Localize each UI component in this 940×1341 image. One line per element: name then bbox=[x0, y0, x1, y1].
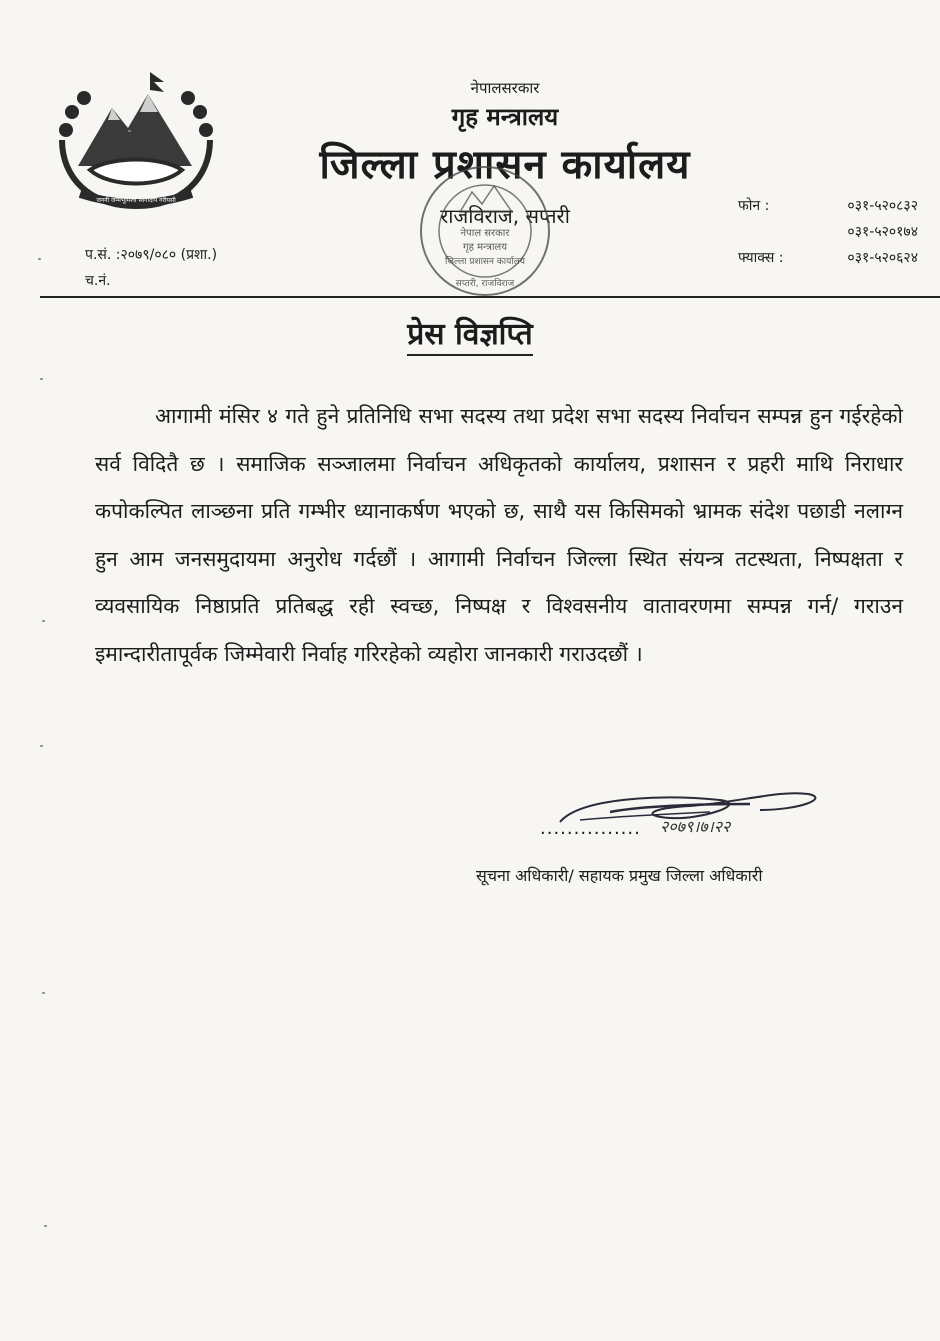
signatory-designation: सूचना अधिकारी/ सहायक प्रमुख जिल्ला अधिकारी bbox=[476, 866, 763, 885]
stamp-line-1: नेपाल सरकार bbox=[460, 228, 510, 239]
contact-phone-2 bbox=[738, 219, 918, 245]
government-name: नेपालसरकार bbox=[470, 79, 540, 97]
letter-number: प.सं. :२०७९/०८० (प्रशा.) bbox=[85, 247, 218, 263]
contact-label: फोन : bbox=[738, 198, 770, 214]
reference-block bbox=[85, 242, 217, 294]
scan-speck bbox=[128, 130, 131, 132]
scan-speck bbox=[38, 258, 41, 260]
scan-speck bbox=[40, 745, 43, 747]
stamp-line-3: जिल्ला प्रशासन कार्यालय bbox=[445, 257, 525, 267]
document-title-text: प्रेस विज्ञप्ति bbox=[407, 317, 533, 356]
signature-date: २०७९।७।२२ bbox=[660, 817, 731, 836]
scan-speck bbox=[42, 992, 45, 994]
contact-value: ०३१-५२०८३२ bbox=[847, 198, 918, 214]
office-address: राजविराज, सप्तरी bbox=[440, 204, 570, 228]
scan-speck bbox=[40, 378, 43, 380]
contact-block bbox=[738, 193, 918, 271]
signature-dots: ............... bbox=[540, 818, 641, 839]
header-divider bbox=[40, 296, 940, 298]
nepal-emblem-icon bbox=[50, 68, 222, 218]
emblem-motto: जननी जन्मभूमिश्च स्वर्गादपि गरीयसी bbox=[96, 197, 176, 204]
contact-value: ०३१-५२०१७४ bbox=[847, 224, 918, 240]
ministry-name: गृह मन्त्रालय bbox=[451, 103, 559, 131]
office-name: जिल्ला प्रशासन कार्यालय bbox=[319, 142, 691, 188]
press-release-body: आगामी मंसिर ४ गते हुने प्रतिनिधि सभा सदस्य तथा प्रदेश सभा सदस्य निर्वाचन सम्पन्न हुन गईरहेको सर्व विदितै छ । समाजिक सञ्जालमा निर्वाचन अधिकृतको कार्यालय, प्रशासन र प्रहरी माथि निराधार कपोकल्पित लाञ्छना प्रति गम्भीर ध्यानाकर्षण भएको छ, साथै यस किसिमको भ्रामक संदेश पछाडी नलाग्न हुन आम जनसमुदायमा अनुरोध गर्दछौं । आगामी निर्वाचन जिल्ला स्थित संयन्त्र तटस्थता, निष्पक्षता र व्यवसायिक निष्ठाप्रति प्रतिबद्ध रही स्वच्छ, निष्पक्ष र विश्वसनीय वातावरणमा सम्पन्न गर्न/ गराउन इमान्दारीतापूर्वक जिम्मेवारी निर्वाह गरिरहेको व्यहोरा जानकारी गराउदछौं । bbox=[95, 404, 903, 666]
stamp-line-2: गृह मन्त्रालय bbox=[462, 242, 508, 253]
dispatch-number: च.नं. bbox=[85, 273, 111, 289]
scan-speck bbox=[44, 1225, 47, 1227]
contact-value: ०३१-५२०६२४ bbox=[847, 250, 918, 266]
stamp-line-4: सप्तरी, राजविराज bbox=[455, 279, 515, 289]
contact-fax bbox=[738, 245, 918, 271]
office-stamp-icon bbox=[410, 160, 560, 302]
contact-phone-1 bbox=[738, 193, 918, 219]
scan-speck bbox=[42, 620, 45, 622]
document-title bbox=[0, 312, 940, 353]
contact-label: फ्याक्स : bbox=[738, 250, 784, 266]
